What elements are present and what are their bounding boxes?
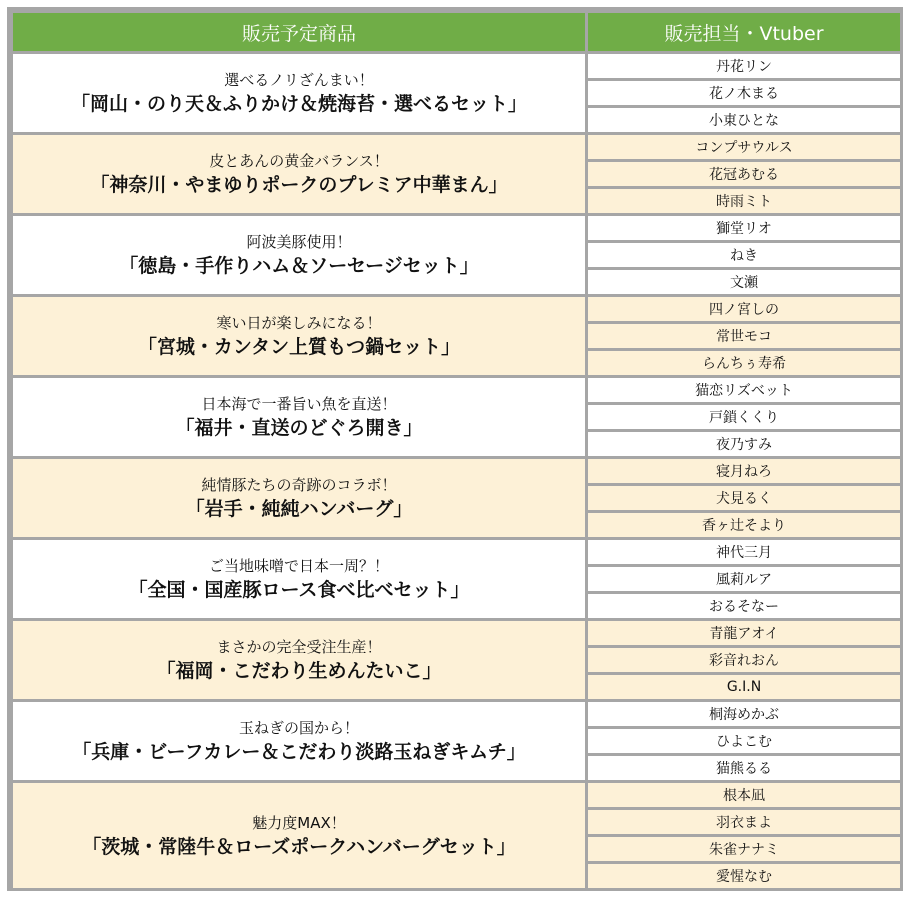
product-subtitle: まさかの完全受注生産！ — [216, 638, 382, 656]
vtuber-name: 文瀬 — [588, 270, 900, 294]
vtuber-name: 桐海めかぶ — [588, 702, 900, 726]
vtuber-name: 獅堂リオ — [588, 216, 900, 240]
product-name: 「岩手・純純ハンバーグ」 — [185, 498, 413, 520]
table-row — [13, 135, 900, 159]
product-name: 「兵庫・ビーフカレー＆こだわり淡路玉ねぎキムチ」 — [72, 741, 526, 763]
product-subtitle: 阿波美豚使用！ — [246, 233, 352, 251]
schedule-table — [10, 10, 903, 891]
table-row — [13, 621, 900, 645]
product-subtitle: ご当地味噌で日本一周？！ — [208, 557, 389, 575]
product-name: 「宮城・カンタン上質もつ鍋セット」 — [137, 336, 461, 358]
product-cell — [13, 216, 585, 294]
product-cell — [13, 378, 585, 456]
product-cell — [13, 783, 585, 888]
product-cell — [13, 459, 585, 537]
header-row — [13, 13, 900, 51]
product-cell — [13, 702, 585, 780]
vtuber-name: 寝月ねろ — [588, 459, 900, 483]
product-subtitle: 魅力度MAX！ — [252, 813, 346, 832]
product-name: 「福井・直送のどぐろ開き」 — [175, 417, 423, 439]
product-cell — [13, 297, 585, 375]
header-product: 販売予定商品 — [13, 13, 585, 51]
table-row — [13, 459, 900, 483]
vtuber-name: 時雨ミト — [588, 189, 900, 213]
vtuber-name: ひよこむ — [588, 729, 900, 753]
vtuber-name: 愛惺なむ — [588, 864, 900, 888]
product-name: 「岡山・のり天＆ふりかけ＆焼海苔・選べるセット」 — [70, 93, 527, 115]
vtuber-name: 丹花リン — [588, 54, 900, 78]
vtuber-name: 羽衣まよ — [588, 810, 900, 834]
product-name: 「徳島・手作りハム＆ソーセージセット」 — [119, 255, 479, 277]
vtuber-name: 花ノ木まる — [588, 81, 900, 105]
vtuber-name: 四ノ宮しの — [588, 297, 900, 321]
table-row — [13, 378, 900, 402]
vtuber-name: 根本凪 — [588, 783, 900, 807]
product-subtitle: 純情豚たちの奇跡のコラボ！ — [201, 476, 397, 494]
table-row — [13, 54, 900, 78]
vtuber-name: G.I.N — [588, 675, 900, 699]
vtuber-name: コンプサウルス — [588, 135, 900, 159]
table-row — [13, 783, 900, 807]
vtuber-name: らんちぅ寿希 — [588, 351, 900, 375]
vtuber-name: 風莉ルア — [588, 567, 900, 591]
vtuber-name: 犬見るく — [588, 486, 900, 510]
table-row — [13, 702, 900, 726]
product-subtitle: 選べるノリざんまい！ — [224, 71, 374, 89]
product-name: 「茨城・常陸牛＆ローズポークハンバーグセット」 — [82, 835, 516, 858]
product-cell — [13, 540, 585, 618]
vtuber-name: 夜乃すみ — [588, 432, 900, 456]
header-vtuber: 販売担当・Vtuber — [588, 13, 900, 51]
table-row — [13, 540, 900, 564]
vtuber-name: 青龍アオイ — [588, 621, 900, 645]
product-name: 「全国・国産豚ロース食べ比べセット」 — [128, 579, 470, 601]
vtuber-name: 戸鎖くくり — [588, 405, 900, 429]
product-cell — [13, 54, 585, 132]
table-row — [13, 297, 900, 321]
vtuber-name: 小東ひとな — [588, 108, 900, 132]
vtuber-name: 神代三月 — [588, 540, 900, 564]
vtuber-name: 猫熊るる — [588, 756, 900, 780]
product-cell — [13, 135, 585, 213]
product-subtitle: 皮とあんの黄金バランス！ — [209, 152, 389, 170]
vtuber-name: 猫恋リズベット — [588, 378, 900, 402]
schedule-table-frame — [7, 7, 903, 891]
vtuber-name: ねき — [588, 243, 900, 267]
product-subtitle: 玉ねぎの国から！ — [238, 719, 359, 737]
product-subtitle: 日本海で一番旨い魚を直送！ — [201, 395, 397, 413]
vtuber-name: 朱雀ナナミ — [588, 837, 900, 861]
vtuber-name: 花冠あむる — [588, 162, 900, 186]
product-name: 「福岡・こだわり生めんたいこ」 — [156, 660, 442, 682]
vtuber-name: 彩音れおん — [588, 648, 900, 672]
table-body — [13, 54, 900, 888]
vtuber-name: 香ヶ辻そより — [588, 513, 900, 537]
table-row — [13, 216, 900, 240]
vtuber-name: 常世モコ — [588, 324, 900, 348]
product-cell — [13, 621, 585, 699]
product-subtitle: 寒い日が楽しみになる！ — [216, 314, 382, 332]
product-name: 「神奈川・やまゆりポークのプレミア中華まん」 — [90, 174, 508, 196]
vtuber-name: おるそなー — [588, 594, 900, 618]
